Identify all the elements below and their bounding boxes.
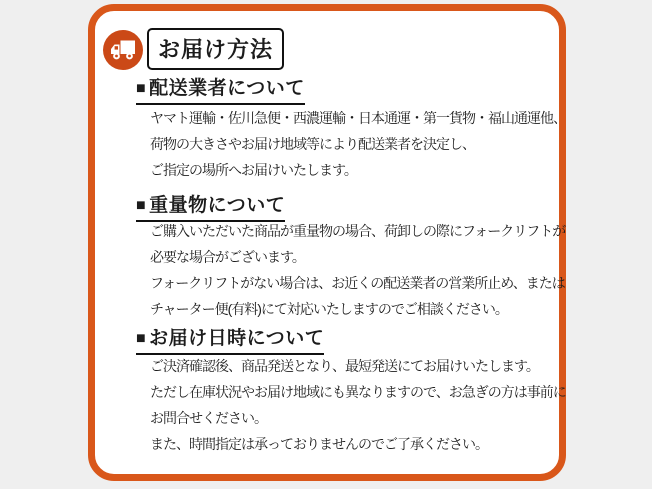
body-line: チャーター便(有料)にて対応いたしますのでご相談ください。 [150,301,508,317]
delivery-info-panel [88,4,566,481]
body-line: ただし在庫状況やお届け地域にも異なりますので、お急ぎの方は事前に [150,384,566,400]
body-line: また、時間指定は承っておりませんのでご了承ください。 [150,436,488,452]
section-body [150,218,565,322]
body-line: フォークリフトがない場合は、お近くの配送業者の営業所止め、または [150,275,565,291]
square-bullet-icon: ■ [136,197,147,214]
panel-title: お届け方法 [147,28,284,70]
panel-header [103,30,284,70]
section-heading-label: お届け日時について [149,328,325,349]
truck-icon [103,30,143,70]
body-line: ご決済確認後、商品発送となり、最短発送にてお届けいたします。 [150,358,539,374]
body-line: ご購入いただいた商品が重量物の場合、荷卸しの際にフォークリフトが [150,223,566,239]
section-heading-label: 重量物について [149,195,286,216]
section-heading [136,323,324,355]
body-line: ヤマト運輸・佐川急便・西濃運輸・日本通運・第一貨物・福山通運他、 [150,110,566,126]
body-line: お問合せください。 [150,410,267,426]
section-heading [136,73,305,105]
section-body [150,105,566,183]
body-line: ご指定の場所へお届けいたします。 [150,162,357,178]
body-line: 荷物の大きさやお届け地域等により配送業者を決定し、 [150,136,475,152]
section-body [150,353,566,457]
square-bullet-icon: ■ [136,80,147,97]
section-heading-label: 配送業者について [149,78,305,99]
body-line: 必要な場合がございます。 [150,249,305,265]
square-bullet-icon: ■ [136,330,147,347]
